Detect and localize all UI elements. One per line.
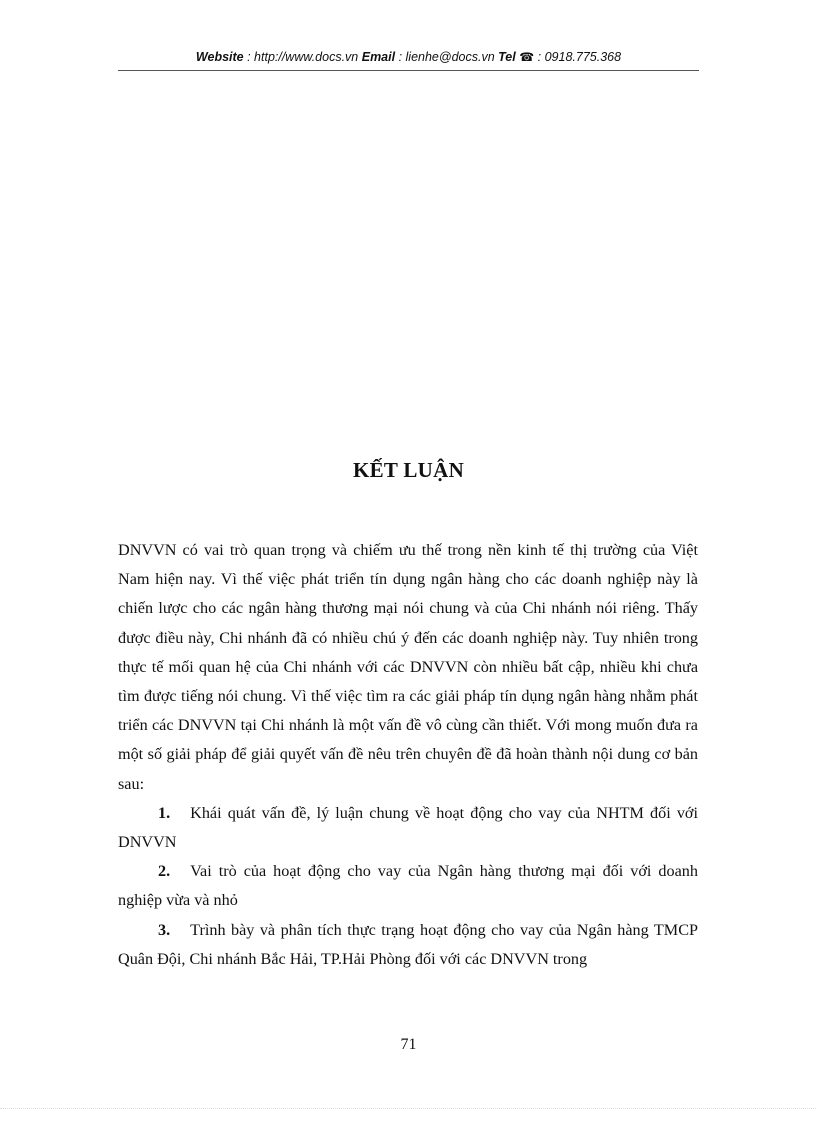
list-item-number: 2. <box>158 862 171 881</box>
page-title: KẾT LUẬN <box>352 458 465 482</box>
page-header <box>118 50 699 64</box>
list-item <box>118 857 698 915</box>
document-body <box>118 536 698 974</box>
email-label: Email <box>361 50 396 64</box>
list-item-number: 1. <box>158 803 171 822</box>
page-bottom-divider <box>0 1108 816 1109</box>
phone-icon: ☎ <box>519 50 535 64</box>
header-divider <box>118 70 699 71</box>
list-item-text: Trình bày và phân tích thực trạng hoạt động cho vay của Ngân hàng TMCP Quân Đội, Chi nhánh Bắc Hải, TP.Hải Phòng đối với các DNVVN trong <box>118 920 698 968</box>
list-item <box>118 799 698 857</box>
website-value: : http://www.docs.vn <box>243 50 362 64</box>
list-item-text: Vai trò của hoạt động cho vay của Ngân hàng thương mại đối với doanh nghiệp vừa và nhỏ <box>118 862 698 910</box>
list-item-number: 3. <box>158 920 171 939</box>
tel-value: : 0918.775.368 <box>534 50 622 64</box>
list-item-text: Khái quát vấn đề, lý luận chung về hoạt động cho vay của NHTM đối với DNVVN <box>118 803 698 852</box>
conclusion-paragraph: DNVVN có vai trò quan trọng và chiếm ưu thế trong nền kinh tế thị trường của Việt Nam hiện nay. Vì thế việc phát triển tín dụng ngân hàng cho các doanh nghiệp này là chiến lược cho các ngân hàng thương mại nói chung và của Chi nhánh nói riêng. Thấy được điều này, Chi nhánh đã có nhiều chú ý đến các doanh nghiệp này. Tuy nhiên trong thực tế mối quan hệ của Chi nhánh với các DNVVN còn nhiều bất cập, nhiều khi chưa tìm được tiếng nói chung. Vì thế việc tìm ra các giải pháp tín dụng ngân hàng nhằm phát triển các DNVVN tại Chi nhánh là một vấn đề vô cùng cần thiết. Với mong muốn đưa ra một số giải pháp để giải quyết vấn đề nêu trên chuyên đề đã hoàn thành nội dung cơ bản sau: <box>118 541 698 793</box>
page-number: 71 <box>400 1036 417 1053</box>
list-item <box>118 916 698 974</box>
tel-label: Tel <box>498 50 516 64</box>
website-label: Website <box>195 50 244 64</box>
email-value: : lienhe@docs.vn <box>395 50 499 64</box>
